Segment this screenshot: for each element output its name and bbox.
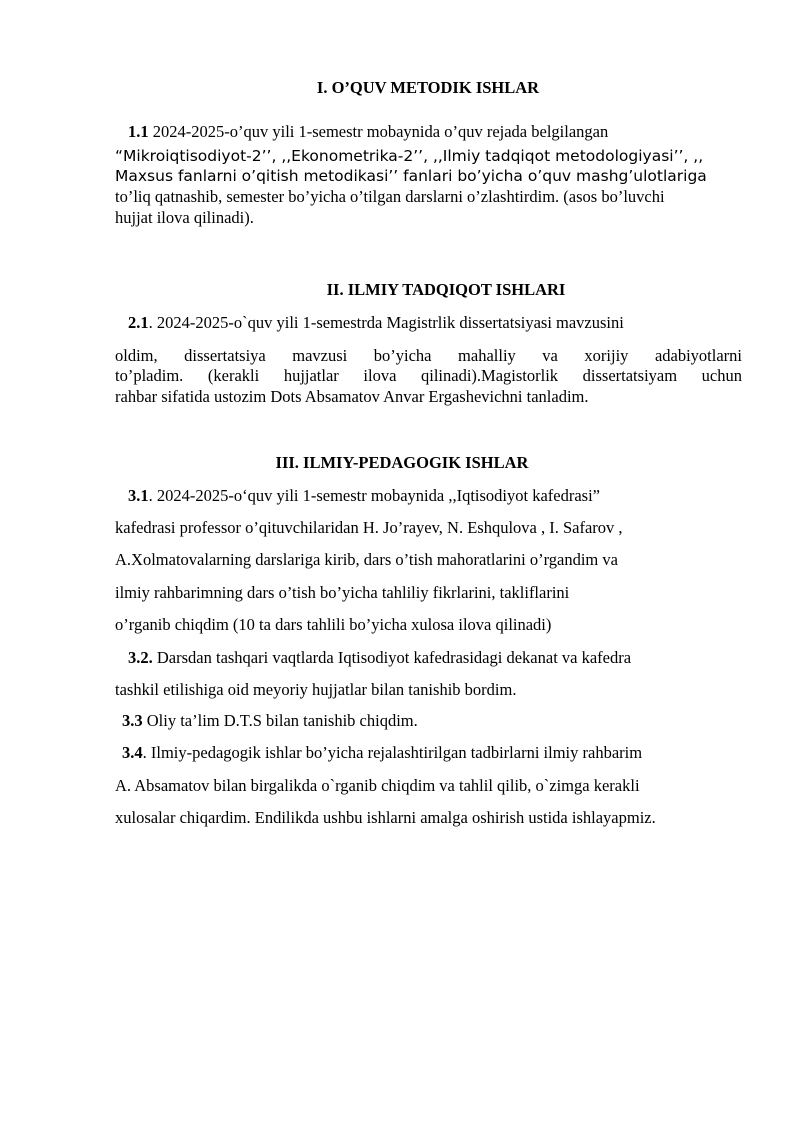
item-text: Darsdan tashqari vaqtlarda Iqtisodiyot kafedrasidagi dekanat va kafedra [152,648,632,667]
item-number: 1.1 [128,122,149,141]
item-3-4-line-3: xulosalar chiqardim. Endilikda ushbu ishlarni amalga oshirish ustida ishlayapmiz. [115,808,656,827]
item-3-4-line-1 [122,743,642,763]
item-1-1-line-5: hujjat ilova qilinadi). [115,208,254,227]
item-3-1-line-1 [128,486,600,506]
item-2-1-line-4: rahbar sifatida ustozim Dots Absamatov Anvar Ergashevichni tanladim. [115,387,589,406]
item-1-1-line-1 [128,122,608,142]
item-1-1-line-4: to’liq qatnashib, semester bo’yicha o’tilgan darslarni o’zlashtirdim. (asos bo’luvchi [115,187,665,206]
item-text: 2024-2025-o’quv yili 1-semestr mobaynida o’quv rejada belgilangan [148,122,609,141]
item-3-1-line-5: o’rganib chiqdim (10 ta dars tahlili bo’yicha xulosa ilova qilinadi) [115,615,552,634]
item-1-1-line-2: “Mikroiqtisodiyot-2’’, ,,Ekonometrika-2’’, ,,Ilmiy tadqiqot metodologiyasi’’, ,, [115,147,704,165]
item-number: 3.3 [122,711,143,730]
item-3-1-line-3: A.Xolmatovalarning darslariga kirib, dars o’tish mahoratlarini o’rgandim va [115,550,618,569]
section-1-heading: I. O’QUV METODIK ISHLAR [316,78,540,97]
item-number: 3.1 [128,486,149,505]
item-2-1-line-1 [128,313,624,333]
item-number: 3.4 [122,743,143,762]
item-3-2-line-2: tashkil etilishiga oid meyoriy hujjatlar bilan tanishib bordim. [115,680,517,699]
section-3-heading: III. ILMIY-PEDAGOGIK ISHLAR [275,453,529,472]
item-3-4-line-2: A. Absamatov bilan birgalikda o`rganib chiqdim va tahlil qilib, o`zimga kerakli [115,776,640,795]
item-3-3-line-1 [122,711,418,731]
item-number: 2.1 [128,313,149,332]
item-3-1-line-2: kafedrasi professor o’qituvchilaridan H. Jo’rayev, N. Eshqulova , I. Safarov , [115,518,623,537]
item-text: . 2024-2025-o`quv yili 1-semestrda Magistrlik dissertatsiyasi mavzusini [148,313,624,332]
item-text: Oliy ta’lim D.T.S bilan tanishib chiqdim. [142,711,418,730]
item-3-1-line-4: ilmiy rahbarimning dars o’tish bo’yicha tahliliy fikrlarini, takliflarini [115,583,570,602]
item-text: . Ilmiy-pedagogik ishlar bo’yicha rejalashtirilgan tadbirlarni ilmiy rahbarim [142,743,643,762]
item-1-1-line-3: Maxsus fanlarni o’qitish metodikasi’’ fanlari bo’yicha o’quv mashg’ulotlariga [115,167,707,185]
section-2-heading: II. ILMIY TADQIQOT ISHLARI [326,280,566,299]
item-3-2-line-1 [128,648,631,668]
item-text: . 2024-2025-o‘quv yili 1-semestr mobaynida ,,Iqtisodiyot kafedrasi” [148,486,600,505]
item-2-1-line-3: to’pladim. (kerakli hujjatlar ilova qilinadi).Magistorlik dissertatsiyam uchun [115,366,742,385]
item-2-1-line-2: oldim, dissertatsiya mavzusi bo’yicha mahalliy va xorijiy adabiyotlarni [115,346,742,365]
item-number: 3.2. [128,648,153,667]
